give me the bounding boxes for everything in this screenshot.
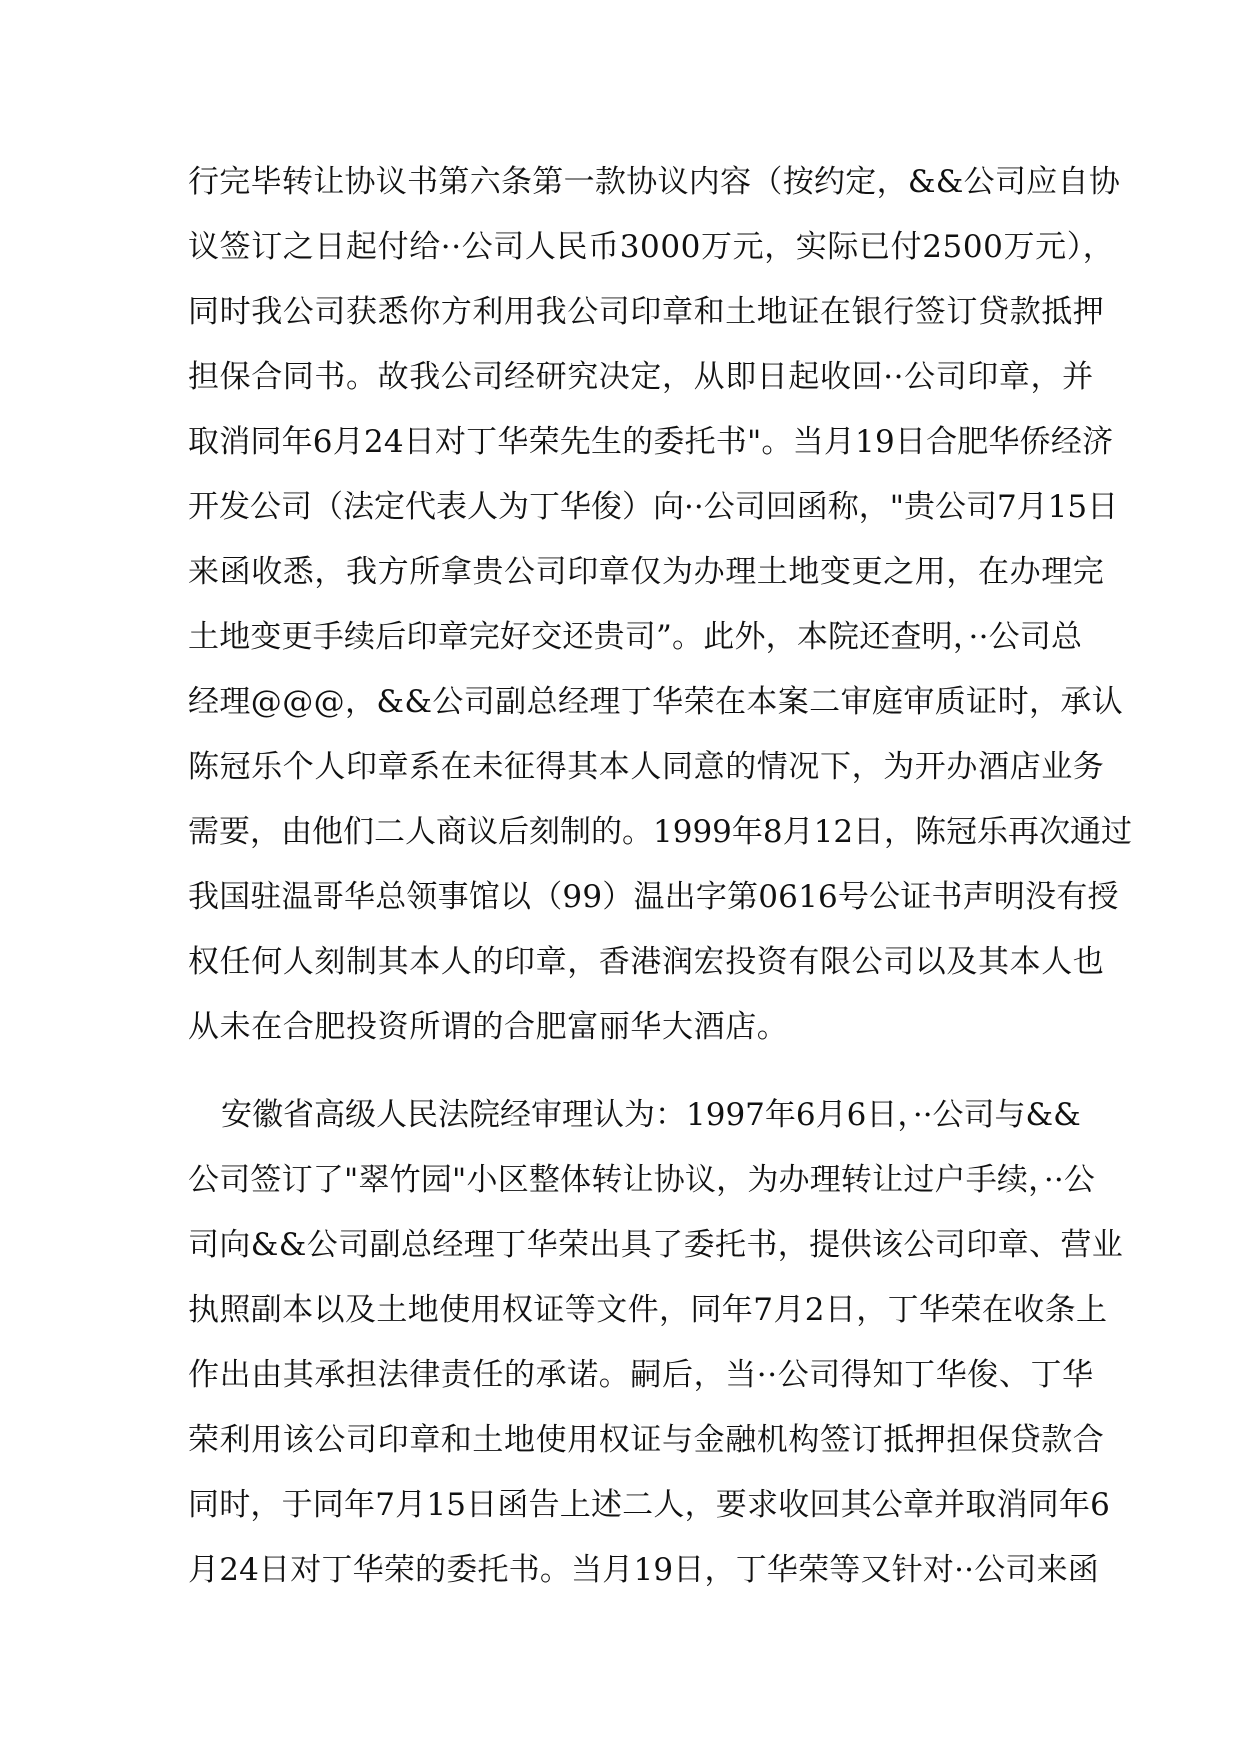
text-line: 月24日对丁华荣的委托书。当月19日，丁华荣等又针对··公司来函 [188, 1552, 1099, 1588]
paragraph [188, 150, 1133, 1060]
paragraph-gap [188, 1060, 1068, 1083]
text-line: 荣利用该公司印章和土地使用权证与金融机构签订抵押担保贷款合 [188, 1422, 1105, 1458]
text-line: 作出由其承担法律责任的承诺。嗣后，当··公司得知丁华俊、丁华 [188, 1357, 1094, 1393]
text-line: 取消同年6月24日对丁华荣先生的委托书"。当月19日合肥华侨经济 [188, 424, 1114, 460]
text-line: 从未在合肥投资所谓的合肥富丽华大酒店。 [188, 1009, 789, 1045]
text-line: 行完毕转让协议书第六条第一款协议内容（按约定，&&公司应自协 [188, 164, 1121, 200]
paragraph [188, 1083, 1124, 1603]
text-line: 同时，于同年7月15日函告上述二人，要求收回其公章并取消同年6 [188, 1487, 1111, 1523]
text-line: 土地变更手续后印章完好交还贵司”。此外，本院还查明，··公司总 [188, 619, 1083, 655]
text-line: 担保合同书。故我公司经研究决定，从即日起收回··公司印章，并 [188, 359, 1094, 395]
text-line: 议签订之日起付给··公司人民币3000万元，实际已付2500万元）， [188, 229, 1115, 265]
text-line: 安徽省高级人民法院经审理认为：1997年6月6日，··公司与&& [221, 1097, 1081, 1133]
text-line: 我国驻温哥华总领事馆以（99）温出字第0616号公证书声明没有授 [188, 879, 1119, 915]
document-body [188, 150, 1133, 1603]
text-line: 陈冠乐个人印章系在未征得其本人同意的情况下，为开办酒店业务 [188, 749, 1105, 785]
text-line: 开发公司（法定代表人为丁华俊）向··公司回函称，"贵公司7月15日 [188, 489, 1119, 525]
text-line: 需要，由他们二人商议后刻制的。1999年8月12日，陈冠乐再次通过 [188, 814, 1133, 850]
text-line: 经理@@@，&&公司副总经理丁华荣在本案二审庭审质证时，承认 [188, 684, 1124, 720]
text-line: 司向&&公司副总经理丁华荣出具了委托书，提供该公司印章、营业 [188, 1227, 1124, 1263]
text-line: 权任何人刻制其本人的印章，香港润宏投资有限公司以及其本人也 [188, 944, 1105, 980]
text-line: 同时我公司获悉你方利用我公司印章和土地证在银行签订贷款抵押 [188, 294, 1105, 330]
text-line: 来函收悉，我方所拿贵公司印章仅为办理土地变更之用，在办理完 [188, 554, 1105, 590]
text-line: 公司签订了"翠竹园"小区整体转让协议，为办理转让过户手续，··公 [188, 1162, 1096, 1198]
text-line: 执照副本以及土地使用权证等文件，同年7月2日，丁华荣在收条上 [188, 1292, 1108, 1328]
